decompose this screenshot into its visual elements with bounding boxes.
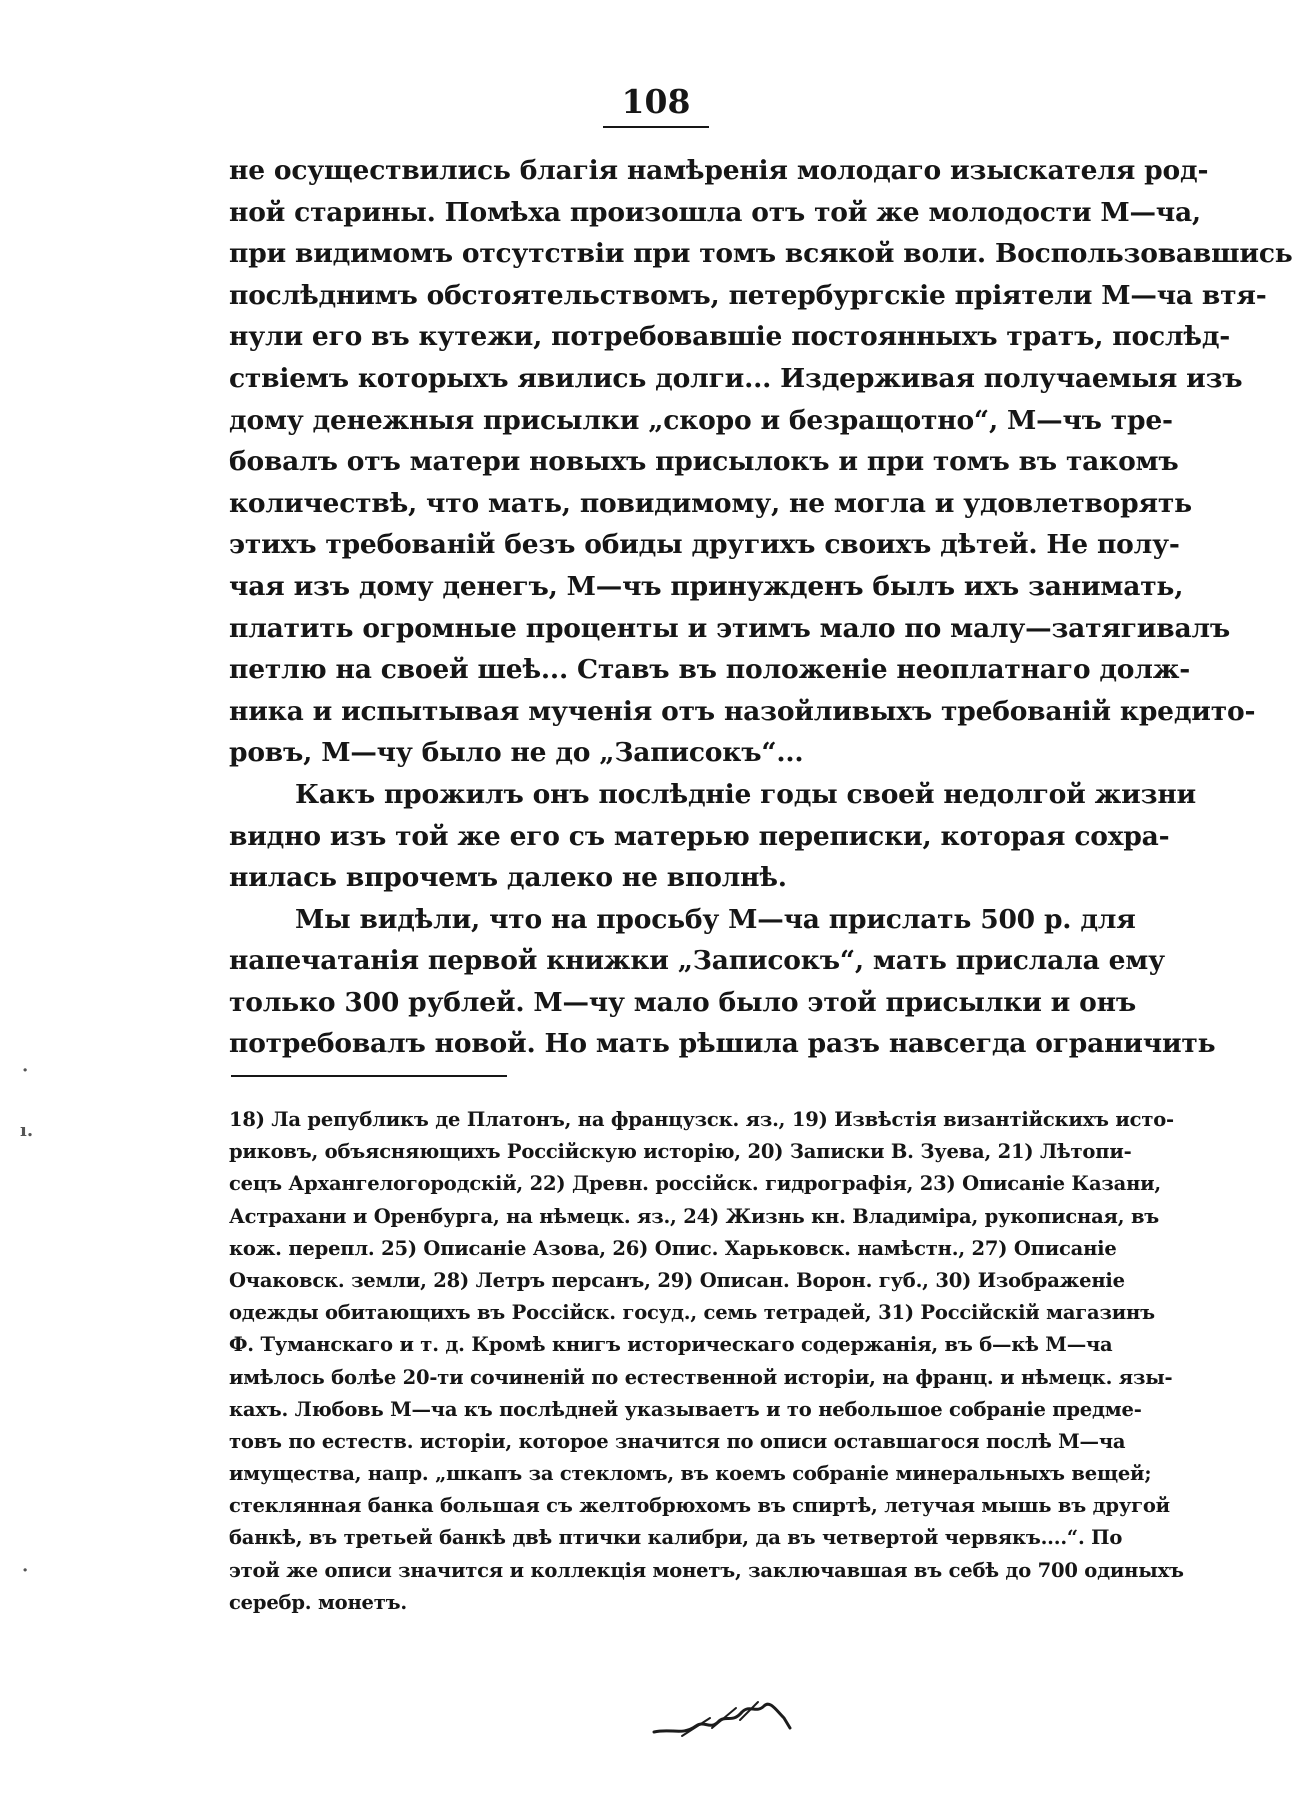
text-line: не осуществились благія намѣренія молодаго изыскателя род-: [229, 155, 1209, 186]
text-line: нилась впрочемъ далеко не вполнѣ.: [229, 862, 787, 894]
text-line: ника и испытывая мученія отъ назойливыхъ требованій кредито-: [229, 695, 1256, 727]
text-line: петлю на своей шеѣ... Ставъ въ положеніе неоплатнаго долж-: [229, 654, 1191, 686]
main-text-block: [229, 150, 1293, 1065]
footnote-line: банкѣ, въ третьей банкѣ двѣ птички калибри, да въ четвертой червякъ....“. По: [229, 1526, 1123, 1550]
footnote-line: имѣлось болѣе 20-ти сочиненій по естественной исторіи, на франц. и нѣмецк. язы-: [229, 1365, 1173, 1389]
text-line: Мы видѣли, что на просьбу М—ча прислать 500 р. для: [295, 903, 1136, 935]
text-line: дому денежныя присылки „скоро и безращотно“, М—чъ тре-: [229, 404, 1173, 436]
text-line: напечатанія первой книжки „Записокъ“, мать прислала ему: [229, 945, 1165, 977]
text-line: потребовалъ новой. Но мать рѣшила разъ навсегда ограничить: [229, 1028, 1216, 1060]
text-line: послѣднимъ обстоятельствомъ, петербургскіе пріятели М—ча втя-: [229, 279, 1267, 311]
footnote-line: сецъ Архангелогородскій, 22) Древн. россійск. гидрографія, 23) Описаніе Казани,: [229, 1172, 1161, 1196]
page-number-rule: [603, 126, 709, 128]
text-line: ной старины. Помѣха произошла отъ той же молодости М—ча,: [229, 196, 1201, 228]
footnotes-block: [229, 1104, 1184, 1619]
footnote-line: Ф. Туманскаго и т. д. Кромѣ книгъ историческаго содержанія, въ б—кѣ М—ча: [229, 1333, 1113, 1357]
footnote-line: риковъ, объясняющихъ Россійскую исторію, 20) Записки В. Зуева, 21) Лѣтопи-: [229, 1140, 1132, 1164]
footnote-line: Астрахани и Оренбурга, на нѣмецк. яз., 24) Жизнь кн. Владиміра, рукописная, въ: [229, 1204, 1160, 1228]
text-line: ствіемъ которыхъ явились долги... Издерживая получаемыя изъ: [229, 362, 1243, 394]
scribble-mark: [652, 1688, 794, 1748]
margin-dot: ·: [22, 1560, 29, 1581]
footnote-line: стеклянная банка большая съ желтобрюхомъ въ спиртѣ, летучая мышь въ другой: [229, 1494, 1170, 1518]
text-line: платить огромные проценты и этимъ мало по малу—затягивалъ: [229, 612, 1231, 644]
text-line: этихъ требованій безъ обиды другихъ своихъ дѣтей. Не полу-: [229, 529, 1180, 561]
text-line: нули его въ кутежи, потребовавшіе постоянныхъ тратъ, послѣд-: [229, 321, 1231, 353]
footnote-line: серебр. монетъ.: [229, 1590, 407, 1614]
margin-dot: ·: [22, 1060, 29, 1081]
footnote-line: 18) Ла републикъ де Платонъ, на французск. яз., 19) Извѣстія византійскихъ исто-: [229, 1108, 1174, 1131]
text-line: количествѣ, что мать, повидимому, не могла и удовлетворять: [229, 487, 1192, 519]
text-line: при видимомъ отсутствіи при томъ всякой воли. Воспользовавшись: [229, 238, 1293, 270]
footnote-line: кож. перепл. 25) Описаніе Азова, 26) Опис. Харьковск. намѣстн., 27) Описаніе: [229, 1236, 1117, 1260]
footnote-line: имущества, напр. „шкапъ за стекломъ, въ коемъ собраніе минеральныхъ вещей;: [229, 1462, 1152, 1486]
text-line: бовалъ отъ матери новыхъ присылокъ и при томъ въ такомъ: [229, 446, 1179, 478]
footnote-separator: [231, 1075, 507, 1077]
footnote-line: одежды обитающихъ въ Россійск. госуд., семь тетрадей, 31) Россійскій магазинъ: [229, 1301, 1155, 1325]
margin-mark: ı.: [20, 1120, 34, 1141]
text-line: чая изъ дому денегъ, М—чъ принужденъ былъ ихъ занимать,: [229, 570, 1184, 602]
text-line: видно изъ той же его съ матерью переписки, которая сохра-: [229, 820, 1170, 852]
text-line: только 300 рублей. М—чу мало было этой присылки и онъ: [229, 986, 1136, 1018]
footnote-line: кахъ. Любовь М—ча къ послѣдней указываетъ и то небольшое собраніе предме-: [229, 1397, 1142, 1421]
footnote-line: Очаковск. земли, 28) Летръ персанъ, 29) Описан. Ворон. губ., 30) Изображеніе: [229, 1268, 1125, 1292]
page-number: 108: [621, 82, 691, 121]
text-line: ровъ, М—чу было не до „Записокъ“...: [229, 737, 804, 769]
footnote-line: товъ по естеств. исторіи, которое значится по описи оставшагося послѣ М—ча: [229, 1429, 1126, 1453]
footnote-line: этой же описи значится и коллекція монетъ, заключавшая въ себѣ до 700 одиныхъ: [229, 1558, 1184, 1582]
text-line: Какъ прожилъ онъ послѣдніе годы своей недолгой жизни: [295, 778, 1196, 810]
